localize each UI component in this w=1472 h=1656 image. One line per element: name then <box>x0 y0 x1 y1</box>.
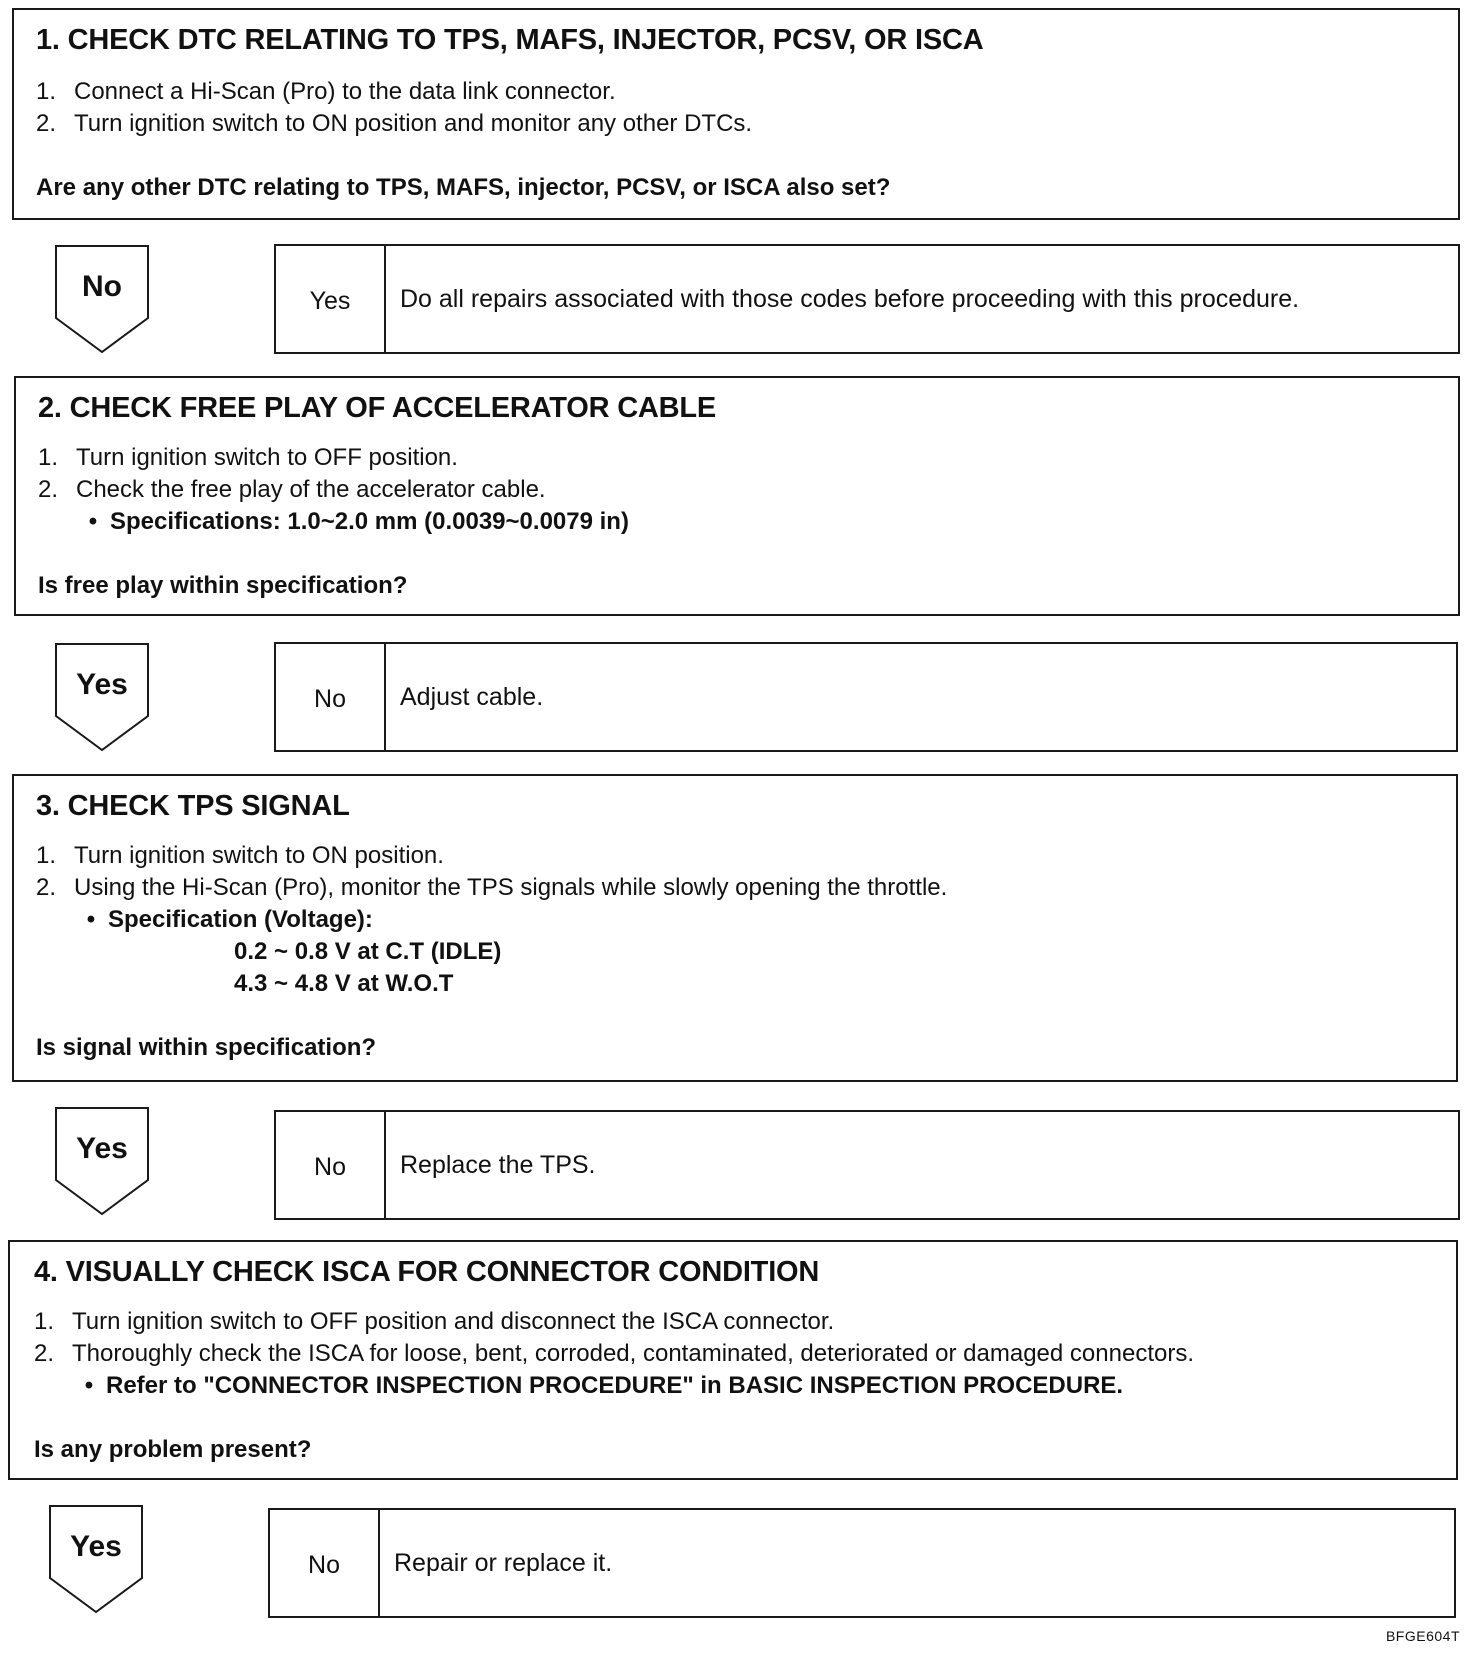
step-3-box <box>12 774 1458 1082</box>
spec-value-idle: 0.2 ~ 0.8 V at C.T (IDLE) <box>234 938 502 965</box>
step-3-alt-label: No <box>276 1112 386 1218</box>
instruction-text: Check the free play of the accelerator cable. <box>76 476 546 503</box>
instruction-number: 1. <box>34 1308 55 1335</box>
instruction-number: 1. <box>36 842 57 869</box>
step-2-box <box>14 376 1460 616</box>
specification-text: Specifications: 1.0~2.0 mm (0.0039~0.0079 in) <box>110 508 629 535</box>
specification-text: Specification (Voltage): <box>108 906 373 933</box>
step-4-reference <box>72 1372 1123 1400</box>
step-1-alt-label: Yes <box>276 246 386 352</box>
instruction-number: 1. <box>38 444 59 471</box>
step-1-box <box>12 8 1460 220</box>
step-3-instruction-1 <box>36 842 444 870</box>
instruction-text: Thoroughly check the ISCA for loose, bent, corroded, contaminated, deteriorated or damaged connectors. <box>72 1340 1194 1367</box>
step-2-alt-label: No <box>276 644 386 750</box>
spec-value-wot: 4.3 ~ 4.8 V at W.O.T <box>234 970 454 997</box>
step-1-instruction-2 <box>36 110 752 138</box>
step-3-alt-result <box>274 1110 1460 1220</box>
step-3-instruction-2 <box>36 874 947 902</box>
step-3-proceed-label: Yes <box>76 1132 128 1165</box>
step-2-proceed-arrow <box>54 642 150 752</box>
step-4-alt-action: Repair or replace it. <box>394 1548 613 1577</box>
bullet-icon: • <box>84 1372 94 1399</box>
instruction-text: Turn ignition switch to OFF position and disconnect the ISCA connector. <box>72 1308 835 1335</box>
step-2-instruction-2 <box>38 476 546 504</box>
step-2-specification <box>76 508 629 536</box>
instruction-number: 2. <box>34 1340 55 1367</box>
step-3-alt-action: Replace the TPS. <box>400 1150 596 1179</box>
step-1-alt-result <box>274 244 1460 354</box>
step-3-question: Is signal within specification? <box>36 1034 377 1061</box>
instruction-number: 1. <box>36 78 57 105</box>
step-4-proceed-arrow <box>48 1504 144 1614</box>
step-1-instruction-1 <box>36 78 616 106</box>
step-4-alt-result <box>268 1508 1456 1618</box>
step-1-title: 1. CHECK DTC RELATING TO TPS, MAFS, INJECTOR, PCSV, OR ISCA <box>36 24 984 56</box>
bullet-icon: • <box>86 906 96 933</box>
step-1-proceed-arrow <box>54 244 150 354</box>
step-3-proceed-arrow <box>54 1106 150 1216</box>
instruction-number: 2. <box>38 476 59 503</box>
instruction-number: 2. <box>36 874 57 901</box>
figure-code: BFGE604T <box>1385 1628 1460 1644</box>
instruction-text: Using the Hi-Scan (Pro), monitor the TPS signals while slowly opening the throttle. <box>74 874 948 901</box>
step-4-title: 4. VISUALLY CHECK ISCA FOR CONNECTOR CONDITION <box>34 1256 820 1288</box>
instruction-text: Turn ignition switch to ON position. <box>74 842 444 869</box>
step-4-proceed-label: Yes <box>70 1530 122 1563</box>
step-1-alt-action: Do all repairs associated with those codes before proceeding with this procedure. <box>400 284 1300 313</box>
step-2-proceed-label: Yes <box>76 668 128 701</box>
step-3-specification <box>74 906 373 934</box>
step-1-proceed-label: No <box>82 270 122 303</box>
instruction-number: 2. <box>36 110 57 137</box>
step-2-alt-action: Adjust cable. <box>400 682 544 711</box>
step-1-question: Are any other DTC relating to TPS, MAFS, injector, PCSV, or ISCA also set? <box>36 174 891 201</box>
reference-text: Refer to "CONNECTOR INSPECTION PROCEDURE" in BASIC INSPECTION PROCEDURE. <box>106 1372 1124 1399</box>
step-4-instruction-2 <box>34 1340 1194 1368</box>
step-4-alt-label: No <box>270 1510 380 1616</box>
instruction-text: Connect a Hi-Scan (Pro) to the data link connector. <box>74 78 616 105</box>
step-4-question: Is any problem present? <box>34 1436 312 1463</box>
step-3-title: 3. CHECK TPS SIGNAL <box>36 790 350 822</box>
bullet-icon: • <box>88 508 98 535</box>
instruction-text: Turn ignition switch to ON position and monitor any other DTCs. <box>74 110 753 137</box>
step-2-instruction-1 <box>38 444 458 472</box>
step-2-question: Is free play within specification? <box>38 572 408 599</box>
instruction-text: Turn ignition switch to OFF position. <box>76 444 458 471</box>
step-4-box <box>8 1240 1458 1480</box>
step-2-alt-result <box>274 642 1458 752</box>
step-4-instruction-1 <box>34 1308 834 1336</box>
step-2-title: 2. CHECK FREE PLAY OF ACCELERATOR CABLE <box>38 392 717 424</box>
